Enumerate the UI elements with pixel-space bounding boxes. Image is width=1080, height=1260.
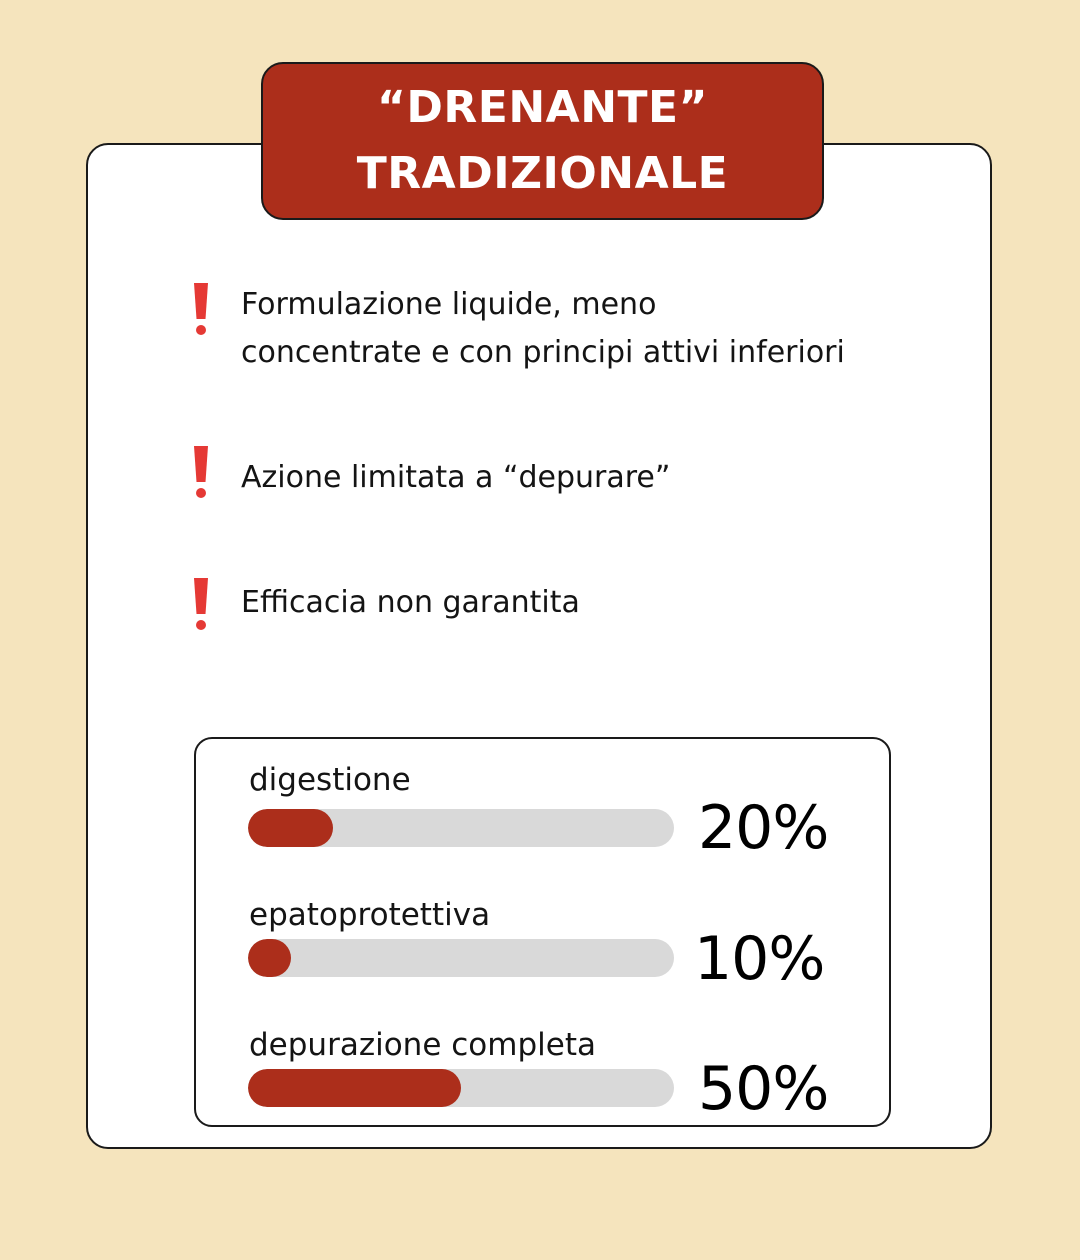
- stat-label-digestione: digestione: [249, 762, 411, 798]
- stat-value-depurazione-completa: 50%: [698, 1054, 829, 1124]
- point-text-3: Efficacia non garantita: [241, 585, 580, 620]
- exclamation-icon: [186, 444, 216, 500]
- point-item-2: [186, 444, 670, 502]
- progress-track-depurazione-completa: [248, 1069, 674, 1107]
- progress-fill-epatoprotettiva: [248, 939, 291, 977]
- stat-label-epatoprotettiva: epatoprotettiva: [249, 897, 491, 933]
- point-text-1: Formulazione liquide, meno concentrate e con principi attivi inferiori: [241, 287, 845, 370]
- title-banner: [261, 62, 824, 220]
- progress-track-digestione: [248, 809, 674, 847]
- exclamation-icon: [186, 576, 216, 632]
- progress-fill-depurazione-completa: [248, 1069, 461, 1107]
- progress-fill-digestione: [248, 809, 333, 847]
- stat-value-epatoprotettiva: 10%: [694, 924, 825, 994]
- point-item-3: [186, 576, 580, 632]
- title-line-2: TRADIZIONALE: [356, 148, 729, 199]
- stat-label-depurazione-completa: depurazione completa: [249, 1027, 596, 1063]
- point-item-1: [186, 281, 845, 377]
- exclamation-icon: [186, 281, 216, 337]
- progress-track-epatoprotettiva: [248, 939, 674, 977]
- stat-value-digestione: 20%: [698, 793, 829, 863]
- point-text-2: Azione limitata a “depurare”: [241, 460, 671, 495]
- title-line-1: “DRENANTE”: [376, 82, 709, 133]
